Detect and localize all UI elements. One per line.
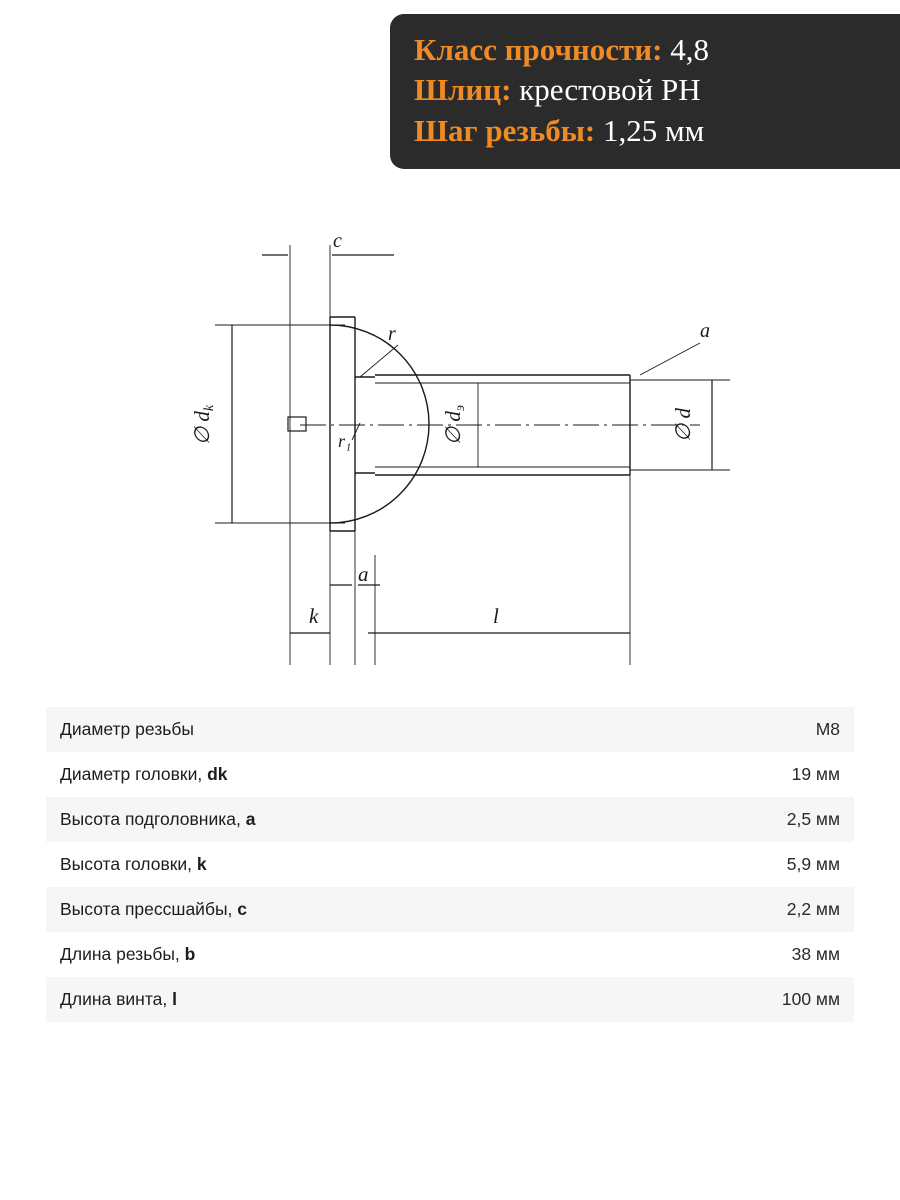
drawing-label-dk: ∅ dk (190, 404, 217, 446)
table-row (46, 797, 854, 842)
table-row (46, 977, 854, 1022)
badge-key-slot: Шлиц: (414, 72, 512, 108)
spec-label-text: Диаметр резьбы (60, 719, 194, 739)
badge-key-pitch: Шаг резьбы: (414, 112, 596, 148)
spec-symbol: dk (207, 764, 228, 784)
badge-value-slot: крестовой PH (511, 72, 701, 108)
spec-label-thread-length (46, 932, 629, 977)
spec-symbol: l (172, 989, 177, 1009)
drawing-label-l: l (493, 604, 499, 628)
spec-symbol: a (245, 809, 256, 829)
table-row (46, 932, 854, 977)
drawing-label-r: r (388, 323, 396, 345)
spec-label-head-height (46, 842, 629, 887)
spec-label-washer-height (46, 887, 629, 932)
spec-label-screw-length (46, 977, 629, 1022)
spec-value-head-height: 5,9 мм (786, 854, 840, 874)
spec-symbol: k (196, 854, 207, 874)
spec-label-text: Длина винта, (60, 989, 168, 1009)
drawing-label-k: k (309, 604, 319, 628)
spec-symbol: b (184, 944, 196, 964)
badge-value-pitch: 1,25 мм (595, 112, 705, 148)
drawing-label-da: ∅ dэ (441, 404, 468, 446)
spec-label-text: Высота головки, (60, 854, 193, 874)
drawing-label-a-top: a (700, 320, 710, 342)
table-row (46, 842, 854, 887)
spec-value-washer-height: 2,2 мм (786, 899, 840, 919)
spec-label-text: Высота прессшайбы, (60, 899, 233, 919)
drawing-label-c: c (333, 230, 342, 252)
drawing-label-r1: r₁ (338, 431, 352, 451)
spec-label-text: Длина резьбы, (60, 944, 180, 964)
badge-key-strength: Класс прочности: (414, 32, 663, 67)
spec-label-head-diameter (46, 752, 629, 797)
spec-label-text: Диаметр головки, (60, 764, 203, 784)
spec-value-thread-length: 38 мм (791, 944, 840, 964)
spec-value-thread-diameter: M8 (815, 719, 840, 739)
drawing-label-d: ∅ d (671, 407, 695, 443)
spec-label-collar-height (46, 797, 629, 842)
drawing-label-a-bottom: a (358, 562, 369, 586)
table-row (46, 752, 854, 797)
table-row (46, 887, 854, 932)
screw-drawing-svg (0, 225, 900, 695)
table-row (46, 707, 854, 752)
spec-table (46, 707, 854, 1022)
spec-label-text: Высота подголовника, (60, 809, 241, 829)
spec-value-screw-length: 100 мм (781, 989, 840, 1009)
screw-technical-drawing (0, 225, 900, 695)
badge-line-pitch (414, 111, 880, 151)
spec-label-thread-diameter (46, 707, 629, 752)
spec-badge (390, 14, 900, 169)
spec-value-head-diameter: 19 мм (791, 764, 840, 784)
spec-value-collar-height: 2,5 мм (786, 809, 840, 829)
spec-symbol: c (237, 899, 248, 919)
badge-line-slot (414, 70, 880, 110)
spec-table-body (46, 707, 854, 1022)
badge-value-strength: 4,8 (662, 32, 709, 67)
badge-line-strength (414, 30, 880, 70)
